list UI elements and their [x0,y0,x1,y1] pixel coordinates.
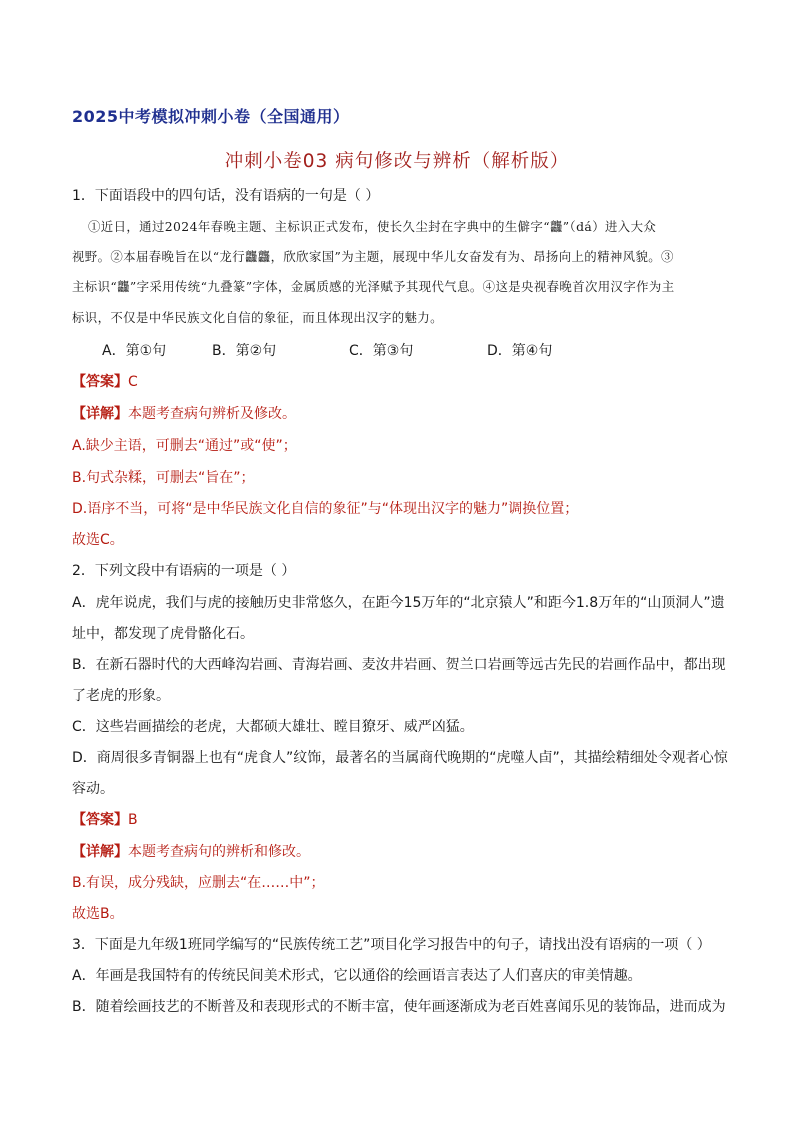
q1-option-a: A．第①句 [102,343,167,359]
q2-detail [72,842,310,862]
q3-option-line: A．年画是我国特有的传统民间美术形式，它以通俗的绘画语言表达了人们喜庆的审美情趣。 [72,968,642,984]
q2-option-line: A．虎年说虎，我们与虎的接触历史非常悠久，在距今15万年的“北京猿人”和距今1.8万年的“山顶洞人”遗 [72,595,725,611]
q1-option-b: B．第②句 [212,343,277,359]
q1-option-d: D．第④句 [487,343,553,359]
q1-passage-line: 主标识“龘”字采用传统“九叠篆”字体，金属质感的光泽赋予其现代气息。④这是央视春晚首次用汉字作为主 [72,279,675,294]
q1-passage-line: ①近日，通过2024年春晚主题、主标识正式发布，使长久尘封在字典中的生僻字“龘”（dá）进入大众 [88,219,657,234]
q1-explanation: A.缺少主语，可删去“通过”或“使”； [72,438,297,454]
q2-answer [72,810,138,830]
q3-stem: 3．下面是九年级1班同学编写的“民族传统工艺”项目化学习报告中的句子，请找出没有语病的一项（ ） [72,937,711,953]
q2-stem: 2．下列文段中有语病的一项是（ ） [72,563,296,579]
q2-option-line: B．在新石器时代的大西峰沟岩画、青海岩画、麦汝井岩画、贺兰口岩画等远古先民的岩画作品中，都出现 [72,657,726,673]
q2-conclusion: 故选B。 [72,906,124,922]
q1-conclusion: 故选C。 [72,532,124,548]
q3-option-line: B．随着绘画技艺的不断普及和表现形式的不断丰富，使年画逐渐成为老百姓喜闻乐见的装饰品，进而成为 [72,999,726,1015]
answer-value: C [128,374,138,390]
q2-option-line: D．商周很多青铜器上也有“虎食人”纹饰，最著名的当属商代晚期的“虎噬人卣”，其描绘精细处令观者心惊 [72,750,728,766]
q1-passage-line: 标识，不仅是中华民族文化自信的象征，而且体现出汉字的魅力。 [72,310,443,325]
detail-text: 本题考查病句的辨析和修改。 [128,844,310,860]
detail-label: 【详解】 [72,844,128,860]
detail-text: 本题考查病句辨析及修改。 [128,406,296,422]
q1-option-c: C．第③句 [349,343,414,359]
q1-explanation: D.语序不当，可将“是中华民族文化自信的象征”与“体现出汉字的魅力”调换位置； [72,501,579,517]
detail-label: 【详解】 [72,406,128,422]
q1-options [0,341,794,361]
q2-explanation: B.有误，成分残缺，应删去“在……中”； [72,875,325,891]
q1-stem: 1．下面语段中的四句话，没有语病的一句是（ ） [72,188,380,204]
answer-value: B [128,812,138,828]
page-title: 冲刺小卷03 病句修改与辨析（解析版） [224,151,570,172]
q2-option-line: 容动。 [72,781,114,797]
q1-passage-line: 视野。②本届春晚旨在以“龙行龘龘，欣欣家国”为主题，展现中华儿女奋发有为、昂扬向上的精神风貌。③ [72,249,674,264]
series-heading: 2025中考模拟冲刺小卷（全国通用） [72,107,350,126]
q2-option-line: C．这些岩画描绘的老虎，大都硕大雄壮、瞠目獠牙、威严凶猛。 [72,719,474,735]
q2-option-line: 址中，都发现了虎骨骼化石。 [72,626,254,642]
q1-explanation: B.句式杂糅，可删去“旨在”； [72,470,255,486]
q2-option-line: 了老虎的形象。 [72,688,170,704]
q1-detail [72,404,296,424]
answer-label: 【答案】 [72,812,128,828]
answer-label: 【答案】 [72,374,128,390]
q1-answer [72,372,138,392]
